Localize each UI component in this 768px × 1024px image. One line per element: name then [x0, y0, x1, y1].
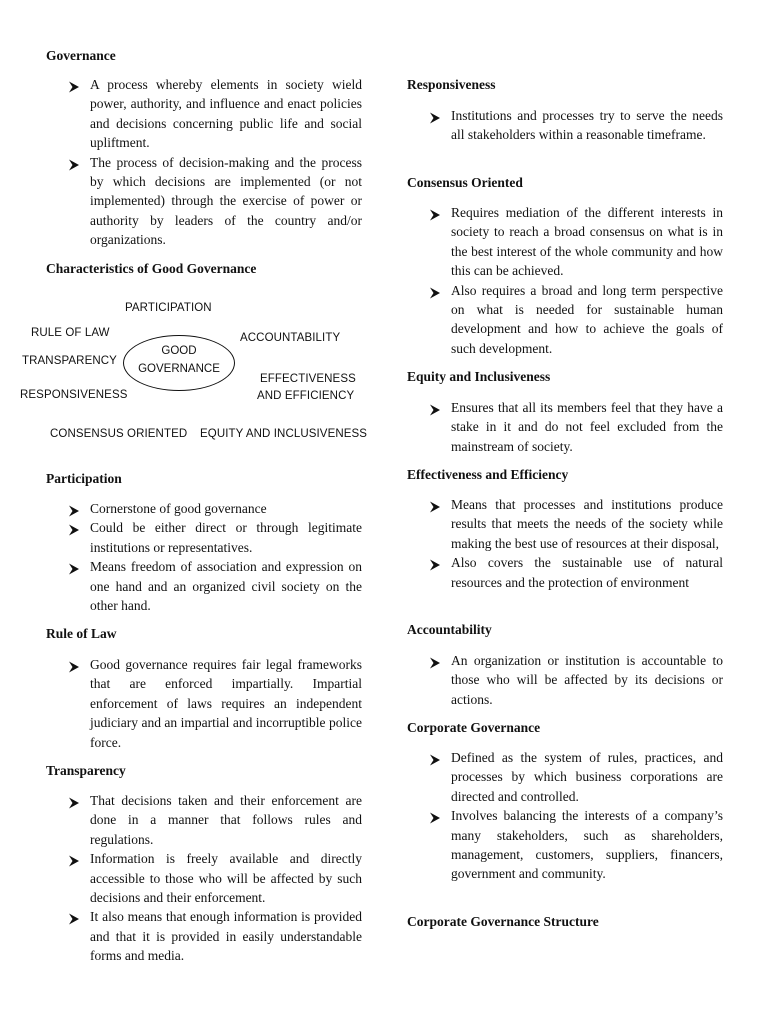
diagram-label-rule-of-law: RULE OF LAW [31, 327, 110, 339]
consensus-list [407, 203, 723, 358]
list-item: Good governance requires fair legal frameworks that are enforced impartially. Impartial enforcement of laws requires an independent judiciary and an impartial and incorruptible police force. [46, 655, 362, 752]
equity-list [407, 398, 723, 456]
corporate-governance-list [407, 748, 723, 884]
arrow-bullet-icon [68, 795, 80, 807]
arrow-bullet-icon [68, 503, 80, 515]
heading-responsiveness: Responsiveness [407, 77, 496, 92]
heading-equity: Equity and Inclusiveness [407, 369, 551, 384]
diagram-label-responsiveness: RESPONSIVENESS [20, 389, 128, 401]
arrow-bullet-icon [429, 285, 441, 297]
list-item: It also means that enough information is provided and that it is provided in easily understandable forms and media. [46, 907, 362, 965]
list-item: Also requires a broad and long term perspective on what is needed for sustainable human development and how to achieve the goals of such development. [407, 281, 723, 359]
diagram-label-effectiveness: EFFECTIVENESS [260, 373, 356, 385]
heading-rule-of-law: Rule of Law [46, 626, 117, 641]
arrow-bullet-icon [429, 499, 441, 511]
list-item: Institutions and processes try to serve the needs all stakeholders within a reasonable timeframe. [407, 106, 723, 145]
participation-list [46, 499, 362, 615]
effectiveness-list [407, 495, 723, 592]
rule-of-law-list [46, 655, 362, 752]
list-item: Information is freely available and directly accessible to those who will be affected by such decisions and their enforcement. [46, 849, 362, 907]
list-item: That decisions taken and their enforcement are done in a manner that follows rules and regulations. [46, 791, 362, 849]
arrow-bullet-icon [68, 522, 80, 534]
arrow-bullet-icon [68, 157, 80, 169]
diagram-label-accountability: ACCOUNTABILITY [240, 332, 341, 344]
heading-participation: Participation [46, 471, 122, 486]
diagram-label-efficiency: AND EFFICIENCY [257, 390, 355, 402]
governance-list [46, 75, 362, 250]
list-item: Could be either direct or through legitimate institutions or representatives. [46, 518, 362, 557]
list-item: Means freedom of association and expression on one hand and an organized civil society on the other hand. [46, 557, 362, 615]
list-item: An organization or institution is accountable to those who will be affected by its decisions or actions. [407, 651, 723, 709]
diagram-label-consensus: CONSENSUS ORIENTED [50, 428, 188, 440]
arrow-bullet-icon [429, 557, 441, 569]
list-item: Involves balancing the interests of a company’s many stakeholders, such as shareholders, management, customers, suppliers, financers, government and community. [407, 806, 723, 884]
heading-transparency: Transparency [46, 763, 126, 778]
diagram-label-participation: PARTICIPATION [125, 302, 212, 314]
responsiveness-list [407, 106, 723, 145]
heading-governance: Governance [46, 48, 116, 63]
list-item: The process of decision-making and the process by which decisions are implemented (or not implemented) through the exercise of power or authority by leaders of the country and/or organizations. [46, 153, 362, 250]
list-item: A process whereby elements in society wield power, authority, and influence and enact policies and decisions concerning public life and social upliftment. [46, 75, 362, 153]
accountability-list [407, 651, 723, 709]
arrow-bullet-icon [68, 853, 80, 865]
arrow-bullet-icon [68, 659, 80, 671]
diagram-label-transparency: TRANSPARENCY [22, 355, 117, 367]
list-item: Also covers the sustainable use of natural resources and the protection of environment [407, 553, 723, 592]
heading-corporate-governance: Corporate Governance [407, 720, 541, 735]
diagram-center-line: GOVERNANCE [138, 363, 220, 375]
list-item: Requires mediation of the different interests in society to reach a broad consensus on what is in the best interest of the whole community and how this can be achieved. [407, 203, 723, 281]
arrow-bullet-icon [429, 752, 441, 764]
arrow-bullet-icon [429, 402, 441, 414]
heading-corporate-governance-structure: Corporate Governance Structure [407, 914, 599, 929]
arrow-bullet-icon [68, 79, 80, 91]
diagram-center-line: GOOD [161, 345, 197, 357]
list-item: Ensures that all its members feel that they have a stake in it and do not feel excluded from the mainstream of society. [407, 398, 723, 456]
arrow-bullet-icon [68, 561, 80, 573]
diagram-center-label [123, 342, 235, 378]
heading-characteristics: Characteristics of Good Governance [46, 261, 257, 276]
arrow-bullet-icon [429, 110, 441, 122]
diagram-label-equity: EQUITY AND INCLUSIVENESS [200, 428, 368, 440]
arrow-bullet-icon [429, 810, 441, 822]
list-item: Means that processes and institutions produce results that meets the needs of the society while making the best use of resources at their disposal, [407, 495, 723, 553]
arrow-bullet-icon [429, 207, 441, 219]
heading-effectiveness: Effectiveness and Efficiency [407, 467, 569, 482]
arrow-bullet-icon [68, 911, 80, 923]
transparency-list [46, 791, 362, 966]
heading-accountability: Accountability [407, 622, 492, 637]
list-item: Cornerstone of good governance [46, 499, 362, 518]
arrow-bullet-icon [429, 655, 441, 667]
heading-consensus: Consensus Oriented [407, 175, 523, 190]
list-item: Defined as the system of rules, practices, and processes by which business corporations are directed and controlled. [407, 748, 723, 806]
